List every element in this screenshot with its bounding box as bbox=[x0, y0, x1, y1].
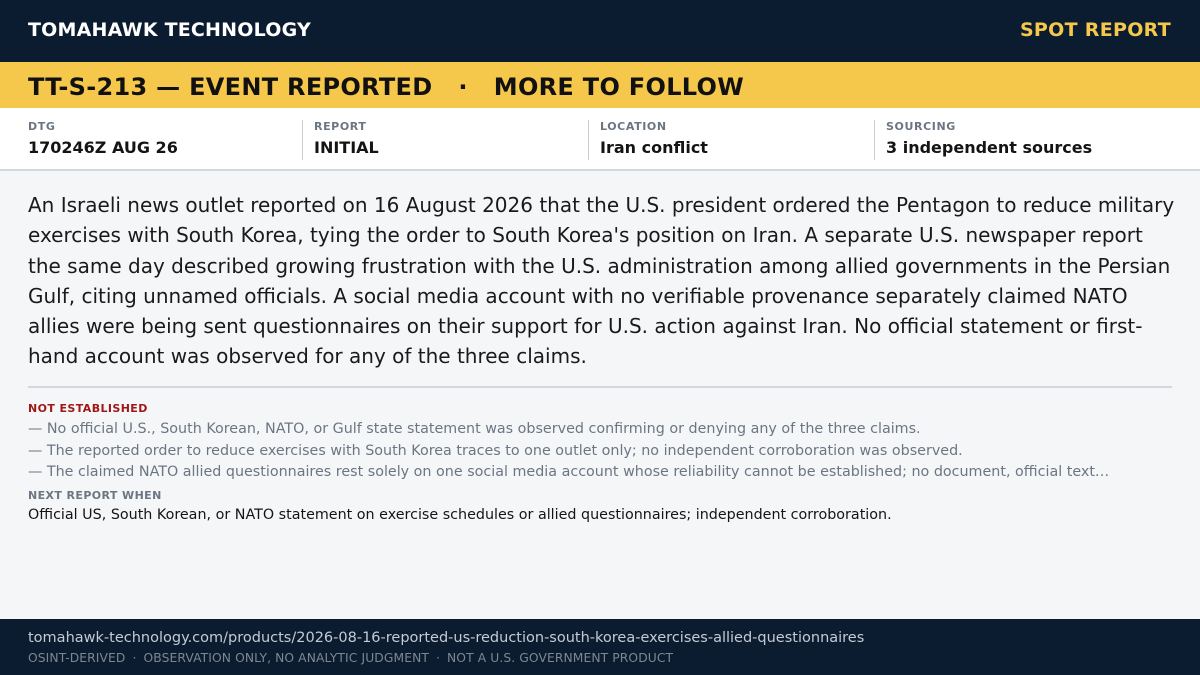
next-report-label: NEXT REPORT WHEN bbox=[28, 489, 162, 502]
footer-tag: OBSERVATION ONLY, NO ANALYTIC JUDGMENT bbox=[143, 651, 429, 665]
footer-tag: NOT A U.S. GOVERNMENT PRODUCT bbox=[447, 651, 674, 665]
list-item: — The reported order to reduce exercises with South Korea traces to one outlet only; no independent corroboration was observed. bbox=[28, 442, 963, 459]
meta-value: INITIAL bbox=[314, 138, 379, 157]
report-summary: An Israeli news outlet reported on 16 August 2026 that the U.S. president ordered the Pentagon to reduce military exercises with South Korea, tying the order to South Korea's position on Iran. A separate U.S. newspaper report the same day described growing frustration with the U.S. administration among allied governments in the Persian Gulf, citing unnamed officials. A social media account with no verifiable provenance separately claimed NATO allies were being sent questionnaires on their support for U.S. action against Iran. No official statement or first-hand account was observed for any of the three claims. bbox=[28, 193, 1175, 369]
footer-separator: · bbox=[435, 651, 440, 665]
footer-url[interactable]: tomahawk-technology.com/products/2026-08-16-reported-us-reduction-south-korea-exercises-allied-questionnaires bbox=[28, 630, 865, 646]
meta-label: REPORT bbox=[314, 120, 367, 133]
meta-location bbox=[588, 120, 708, 160]
top-bar bbox=[0, 0, 1200, 62]
next-report-text: Official US, South Korean, or NATO statement on exercise schedules or allied questionnaires; independent corroboration. bbox=[28, 507, 892, 523]
meta-label: LOCATION bbox=[600, 120, 667, 133]
metadata-row bbox=[0, 108, 1200, 171]
footer bbox=[0, 619, 1200, 675]
meta-label: DTG bbox=[28, 120, 56, 133]
meta-label: SOURCING bbox=[886, 120, 956, 133]
report-type: SPOT REPORT bbox=[1019, 19, 1171, 41]
headline-band bbox=[0, 62, 1200, 108]
not-established-list bbox=[28, 419, 1172, 484]
meta-value: Iran conflict bbox=[600, 138, 708, 157]
section-divider bbox=[28, 386, 1172, 388]
not-established-label: NOT ESTABLISHED bbox=[28, 402, 148, 415]
headline: TT-S-213 — EVENT REPORTED · MORE TO FOLLOW bbox=[28, 73, 745, 101]
brand-name: TOMAHAWK TECHNOLOGY bbox=[28, 19, 311, 41]
meta-value: 170246Z AUG 26 bbox=[28, 138, 178, 157]
meta-report bbox=[302, 120, 379, 160]
list-item: — The claimed NATO allied questionnaires rest solely on one social media account whose reliability cannot be established; no document, official text… bbox=[28, 464, 1110, 480]
meta-value: 3 independent sources bbox=[886, 138, 1093, 157]
footer-separator: · bbox=[132, 651, 137, 665]
footer-tags bbox=[28, 651, 673, 665]
list-item: — No official U.S., South Korean, NATO, or Gulf state statement was observed confirming or denying any of the three claims. bbox=[28, 421, 921, 437]
meta-sourcing bbox=[874, 120, 1093, 160]
footer-tag: OSINT-DERIVED bbox=[28, 651, 126, 665]
